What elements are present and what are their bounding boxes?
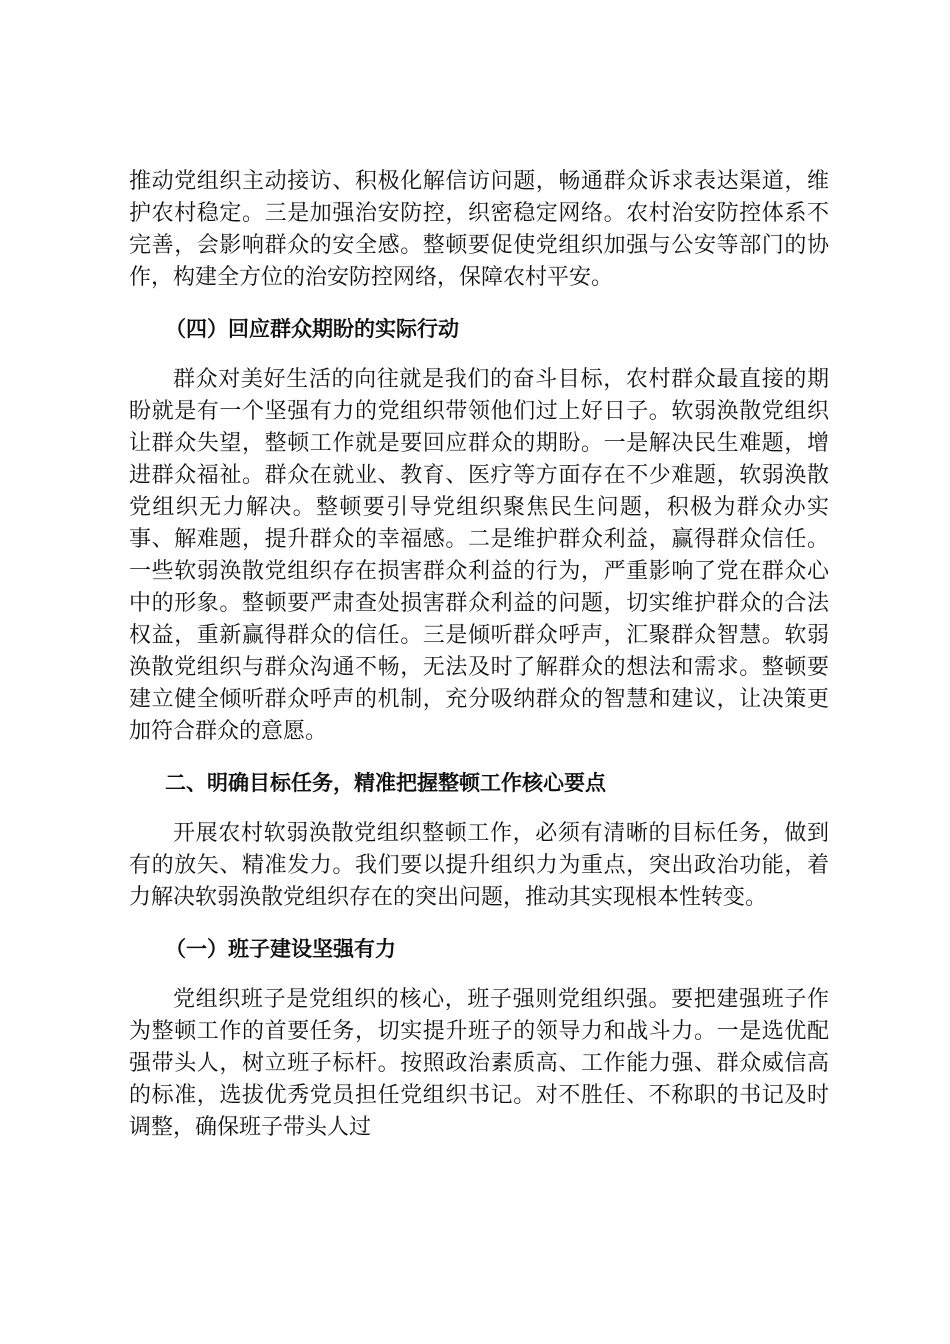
paragraph-public-expectations: 群众对美好生活的向往就是我们的奋斗目标，农村群众最直接的期盼就是有一个坚强有力的党组织带领他们过上好日子。软弱涣散党组织让群众失望，整顿工作就是要回应群众的期盼。一是解决民生难题，增进群众福祉。群众在就业、教育、医疗等方面存在不少难题，软弱涣散党组织无力解决。整顿要引导党组织聚焦民生问题，积极为群众办实事、解难题，提升群众的幸福感。二是维护群众利益，赢得群众信任。一些软弱涣散党组织存在损害群众利益的行为，严重影响了党在群众心中的形象。整顿要严肃查处损害群众利益的问题，切实维护群众的合法权益，重新赢得群众的信任。三是倾听群众呼声，汇聚群众智慧。软弱涣散党组织与群众沟通不畅，无法及时了解群众的想法和需求。整顿要建立健全倾听群众呼声的机制，充分吸纳群众的智慧和建议，让决策更加符合群众的意愿。 — [129, 367, 829, 744]
document-body — [129, 166, 829, 1144]
section-heading-4: （四）回应群众期盼的实际行动 — [165, 317, 459, 341]
section-heading-1: （一）班子建设坚强有力 — [165, 937, 396, 961]
chapter-heading-2: 二、明确目标任务，精准把握整顿工作核心要点 — [165, 771, 606, 795]
paragraph-goals-tasks: 开展农村软弱涣散党组织整顿工作，必须有清晰的目标任务，做到有的放矢、精准发力。我们要以提升组织力为重点，突出政治功能，着力解决软弱涣散党组织存在的突出问题，推动其实现根本性转变。 — [129, 821, 829, 910]
paragraph-leadership-team: 党组织班子是党组织的核心，班子强则党组织强。要把建强班子作为整顿工作的首要任务，切实提升班子的领导力和战斗力。一是选优配强带头人，树立班子标杆。按照政治素质高、工作能力强、群众威信高的标准，选拔优秀党员担任党组织书记。对不胜任、不称职的书记及时调整，确保班子带头人过 — [129, 987, 829, 1140]
paragraph-continuation: 推动党组织主动接访、积极化解信访问题，畅通群众诉求表达渠道，维护农村稳定。三是加强治安防控，织密稳定网络。农村治安防控体系不完善，会影响群众的安全感。整顿要促使党组织加强与公安等部门的协作，构建全方位的治安防控网络，保障农村平安。 — [129, 169, 829, 290]
